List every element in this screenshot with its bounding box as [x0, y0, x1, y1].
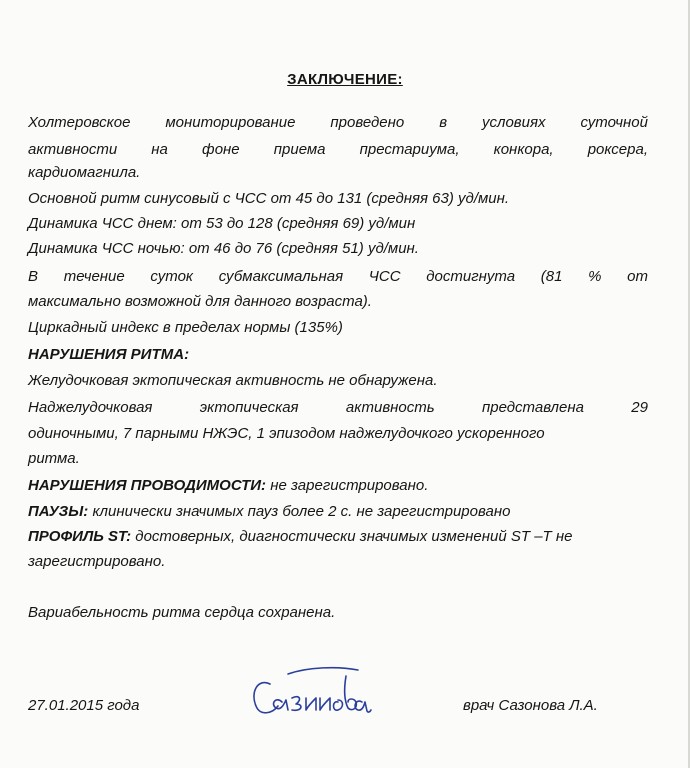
text-line: максимально возможной для данного возраста).: [28, 293, 372, 310]
text-line: Основной ритм синусовый с ЧСС от 45 до 131 (средняя 63) уд/мин.: [28, 190, 510, 207]
document-title: ЗАКЛЮЧЕНИЕ:: [287, 71, 403, 88]
text-line: ритма.: [28, 450, 80, 467]
pauses-text: клинически значимых пауз более 2 с. не зарегистрировано: [88, 503, 511, 520]
text-line: Циркадный индекс в пределах нормы (135%): [28, 319, 343, 336]
pauses-label: ПАУЗЫ:: [28, 503, 89, 520]
text-line: Динамика ЧСС днем: от 53 до 128 (средняя 69) уд/мин: [28, 215, 416, 232]
pauses-line: [28, 503, 648, 521]
st-label: ПРОФИЛЬ ST:: [28, 528, 132, 545]
variability-line: Вариабельность ритма сердца сохранена.: [28, 604, 336, 621]
text-line: кардиомагнила.: [28, 164, 141, 181]
conduction-line: [28, 477, 648, 495]
footer-doctor: врач Сазонова Л.А.: [463, 697, 598, 714]
text-line: Динамика ЧСС ночью: от 46 до 76 (средняя 51) уд/мин.: [28, 240, 419, 257]
footer-date: 27.01.2015 года: [28, 697, 140, 714]
text-line: зарегистрировано.: [28, 553, 166, 570]
handwritten-signature: [248, 662, 373, 732]
text-line: Наджелудочковая эктопическая активность представлена 29: [28, 399, 648, 416]
conduction-label: НАРУШЕНИЯ ПРОВОДИМОСТИ:: [28, 477, 267, 494]
st-text: достоверных, диагностически значимых изменений ST –T не: [131, 528, 573, 545]
text-line: Желудочковая эктопическая активность не обнаружена.: [28, 372, 438, 389]
st-line: [28, 528, 648, 546]
text-line: активности на фоне приема престариума, конкора, роксера,: [28, 141, 648, 158]
text-line: В течение суток субмаксимальная ЧСС достигнута (81 % от: [28, 268, 648, 285]
conduction-text: не зарегистрировано.: [266, 477, 429, 494]
section-heading-rhythm: НАРУШЕНИЯ РИТМА:: [28, 346, 190, 363]
text-line: Холтеровское мониторирование проведено в условиях суточной: [28, 114, 648, 131]
text-line: одиночными, 7 парными НЖЭС, 1 эпизодом наджелудочкого ускоренного: [28, 425, 545, 442]
